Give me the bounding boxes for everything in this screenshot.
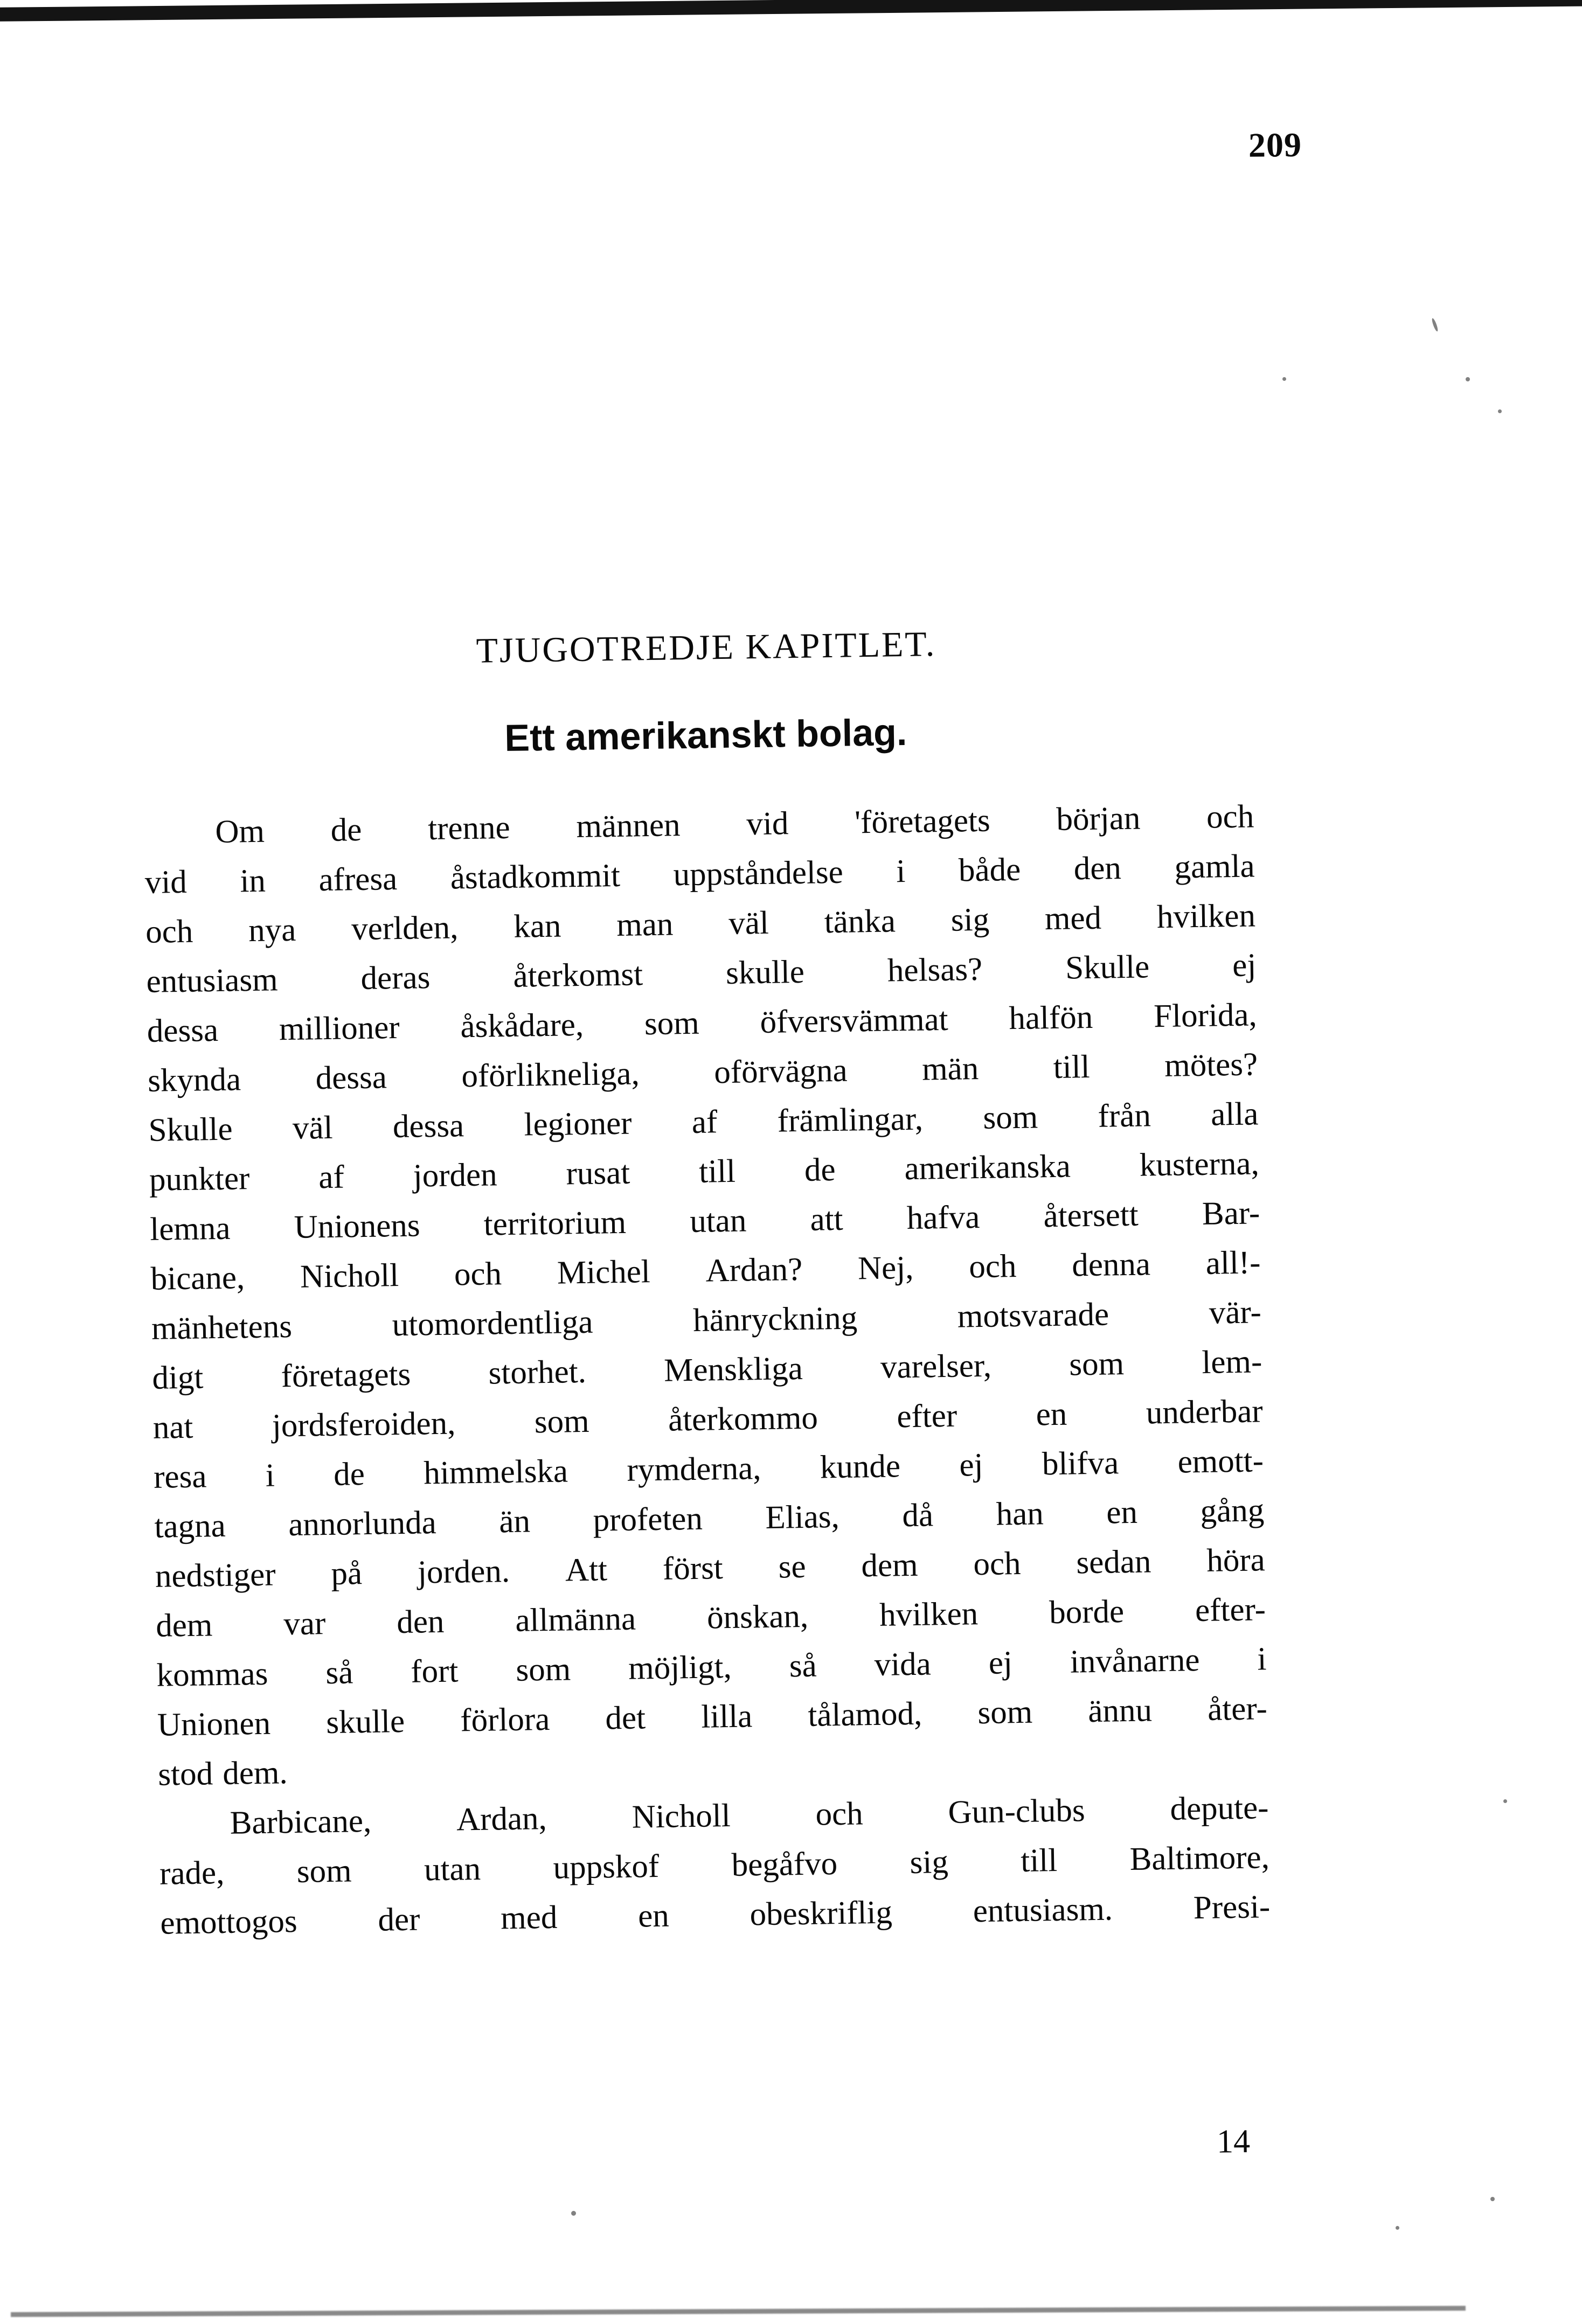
word: möjligt, [628, 1648, 732, 1687]
word: deras [360, 959, 431, 997]
word: af [691, 1104, 718, 1140]
word: väl [292, 1109, 334, 1146]
word: Presi- [1193, 1889, 1271, 1926]
word: af [318, 1159, 345, 1196]
word: all!- [1205, 1244, 1261, 1282]
word: afresa [318, 861, 398, 899]
word: hafva [906, 1199, 980, 1237]
word: obeskriflig [750, 1894, 893, 1933]
word: sig [910, 1844, 949, 1881]
word: den [1073, 850, 1122, 887]
word: Nej, [857, 1249, 914, 1287]
word: resa [153, 1458, 207, 1495]
word: och [968, 1248, 1017, 1285]
word: som [982, 1099, 1038, 1136]
word: och [1206, 798, 1254, 836]
word: gamla [1174, 848, 1255, 886]
word: Unionen [157, 1705, 271, 1743]
word: en [1106, 1494, 1138, 1531]
word: kommas [156, 1655, 268, 1694]
word: denna [1071, 1246, 1151, 1284]
word: jordsferoiden, [272, 1405, 456, 1444]
word: oförlikneliga, [461, 1055, 640, 1095]
word: dessa [392, 1108, 464, 1145]
word: öfversvämmat [760, 1001, 948, 1041]
word: tålamod, [807, 1695, 922, 1734]
signature-mark: 14 [1216, 2123, 1251, 2160]
word: Elias, [765, 1498, 840, 1536]
word: som [534, 1403, 590, 1441]
word: hvilken [1156, 897, 1256, 936]
word: dem [861, 1547, 918, 1584]
word: hänryckning [692, 1300, 858, 1339]
word: och [145, 913, 193, 950]
word: jorden. [417, 1553, 510, 1591]
word: både [958, 851, 1021, 889]
word: Om [214, 813, 265, 850]
word: der [377, 1901, 420, 1938]
word: skynda [147, 1061, 241, 1099]
word: en [637, 1897, 670, 1935]
word: dem [155, 1607, 213, 1644]
word: Nicholl [632, 1798, 731, 1835]
word: var [283, 1605, 326, 1643]
word: Baltimore, [1129, 1839, 1270, 1878]
word: med [500, 1899, 558, 1937]
word: allmänna [515, 1601, 636, 1639]
word: åskådare, [460, 1006, 584, 1045]
word: lem- [1201, 1344, 1262, 1381]
word: efter- [1195, 1591, 1266, 1629]
word: den [396, 1603, 445, 1641]
word: man [616, 906, 674, 943]
word: Nicholl [300, 1257, 399, 1295]
word: återsett [1043, 1196, 1139, 1235]
word: helsas? [887, 951, 983, 989]
word: de [804, 1151, 836, 1188]
word: punkter [149, 1160, 250, 1198]
word: Att [565, 1551, 608, 1589]
word: återkomst [512, 956, 643, 994]
word: så [325, 1654, 353, 1692]
word: männen [575, 807, 681, 845]
word: lilla [700, 1698, 753, 1735]
word: till [698, 1153, 736, 1190]
word: varelser, [880, 1347, 992, 1386]
word: legioner [524, 1105, 632, 1143]
word: åstadkommit [450, 857, 621, 896]
word: tänka [824, 903, 896, 941]
word: till [1053, 1048, 1091, 1086]
word: ej [988, 1645, 1013, 1681]
word: in [239, 862, 266, 900]
word: halfön [1008, 999, 1093, 1037]
word: trenne [427, 809, 511, 847]
word: alla [1210, 1096, 1259, 1133]
word: gång [1200, 1492, 1265, 1530]
word: förlora [460, 1701, 550, 1739]
word: fort [410, 1653, 459, 1690]
word: som [977, 1694, 1033, 1731]
word: Menskliga [663, 1350, 803, 1389]
word: Florida, [1153, 997, 1258, 1035]
word: kusterna, [1139, 1145, 1260, 1184]
word: underbar [1146, 1393, 1264, 1431]
word: amerikanska [904, 1148, 1071, 1187]
word: nat [152, 1409, 193, 1446]
word: en [1036, 1396, 1067, 1433]
text-block [141, 619, 1271, 1956]
word: än [498, 1503, 531, 1540]
word: skulle [725, 954, 805, 991]
word: territorium [483, 1204, 627, 1243]
word: och [973, 1545, 1022, 1583]
word: som [296, 1853, 352, 1890]
word: vida [874, 1646, 932, 1683]
word: ej [1232, 947, 1257, 984]
word: storhet. [488, 1353, 587, 1391]
word: lemna [149, 1210, 231, 1248]
word: önskan, [706, 1598, 809, 1636]
word: från [1098, 1097, 1151, 1135]
word: i [896, 853, 906, 890]
word: oförvägna [713, 1052, 848, 1091]
word: de [330, 811, 362, 848]
word: rymderna, [626, 1450, 761, 1488]
word: uppskof [553, 1848, 660, 1886]
word: Ardan? [705, 1251, 803, 1289]
word: kan [513, 908, 561, 945]
page-number: 209 [1248, 126, 1302, 164]
word: invånarne [1070, 1642, 1200, 1680]
word: uppståndelse [673, 854, 844, 893]
word: jorden [413, 1157, 498, 1194]
paragraph-2 [158, 1791, 1271, 1957]
word: så [789, 1647, 817, 1685]
word: främlingar, [777, 1101, 924, 1139]
word: i [1257, 1641, 1267, 1678]
word: entusiasm. [973, 1891, 1113, 1930]
word: skulle [325, 1703, 405, 1741]
word: dessa [315, 1059, 387, 1097]
word: sedan [1076, 1543, 1151, 1581]
word: borde [1049, 1594, 1125, 1631]
word: verlden, [351, 909, 459, 948]
word: motsvarade [957, 1296, 1109, 1335]
word: utan [689, 1202, 747, 1240]
word: Gun-clubs [948, 1792, 1086, 1831]
word: tagna [154, 1507, 226, 1545]
word: hvilken [879, 1596, 979, 1633]
word: Michel [557, 1254, 651, 1291]
word: de [333, 1456, 365, 1493]
word: det [605, 1700, 646, 1737]
word: Skulle [148, 1111, 233, 1149]
body-text [144, 800, 1271, 1956]
word: som [1068, 1346, 1125, 1383]
word: 'företagets [854, 802, 991, 841]
chapter-label: TJUGOTREDJE KAPITLET. [476, 624, 936, 671]
word: Skulle [1065, 949, 1150, 986]
word: millioner [279, 1009, 400, 1048]
word: väl [728, 904, 769, 942]
word: och [454, 1256, 502, 1293]
word: att [810, 1201, 844, 1238]
word: mötes? [1164, 1046, 1258, 1084]
word: Bar- [1202, 1195, 1260, 1232]
word: som [644, 1005, 700, 1042]
word: ej [959, 1446, 983, 1484]
word: digt [151, 1359, 204, 1396]
word: rusat [566, 1154, 630, 1192]
word: män [921, 1050, 979, 1088]
word: Unionens [294, 1207, 420, 1246]
word: utomordentliga [392, 1304, 593, 1344]
word: begåfvo [731, 1846, 838, 1883]
word: Barbicane, [230, 1803, 372, 1841]
word: i [265, 1457, 275, 1494]
word: nedstiger [155, 1556, 276, 1595]
word: först [662, 1550, 724, 1587]
word: han [996, 1495, 1044, 1533]
word: som [515, 1651, 571, 1688]
word: dessa [147, 1012, 219, 1049]
word: emottogos [159, 1903, 298, 1942]
word: dem. [222, 1755, 288, 1792]
word: på [330, 1555, 363, 1592]
word: då [901, 1497, 934, 1534]
word: utan [424, 1850, 481, 1888]
word: nya [248, 911, 296, 949]
word: åter- [1207, 1690, 1268, 1728]
word: med [1044, 900, 1102, 937]
word: sig [950, 901, 990, 938]
word: ännu [1087, 1692, 1153, 1730]
word: vid [746, 805, 789, 843]
word: rade, [159, 1854, 225, 1892]
word: mänhetens [151, 1308, 293, 1347]
word: början [1056, 800, 1141, 838]
word: himmelska [423, 1453, 568, 1492]
word: profeten [593, 1500, 703, 1539]
chapter-title: Ett amerikanskt bolag. [504, 711, 907, 760]
paragraph-1 [144, 800, 1268, 1807]
word: stod [157, 1756, 213, 1793]
word: efter [896, 1397, 957, 1435]
word: annorlunda [288, 1505, 437, 1543]
word: kunde [820, 1448, 901, 1486]
word: vär- [1209, 1294, 1262, 1331]
word: entusiasm [146, 962, 278, 1000]
word: depute- [1170, 1790, 1269, 1827]
word: och [815, 1796, 864, 1833]
word: se [778, 1548, 807, 1585]
word: blifva [1042, 1445, 1119, 1483]
word: till [1020, 1842, 1058, 1880]
word: emott- [1177, 1443, 1264, 1480]
word: höra [1206, 1542, 1266, 1579]
word: återkommo [668, 1400, 818, 1438]
word: företagets [281, 1356, 411, 1395]
word: Ardan, [456, 1800, 547, 1838]
word: vid [144, 864, 188, 901]
word: bicane, [150, 1260, 245, 1297]
